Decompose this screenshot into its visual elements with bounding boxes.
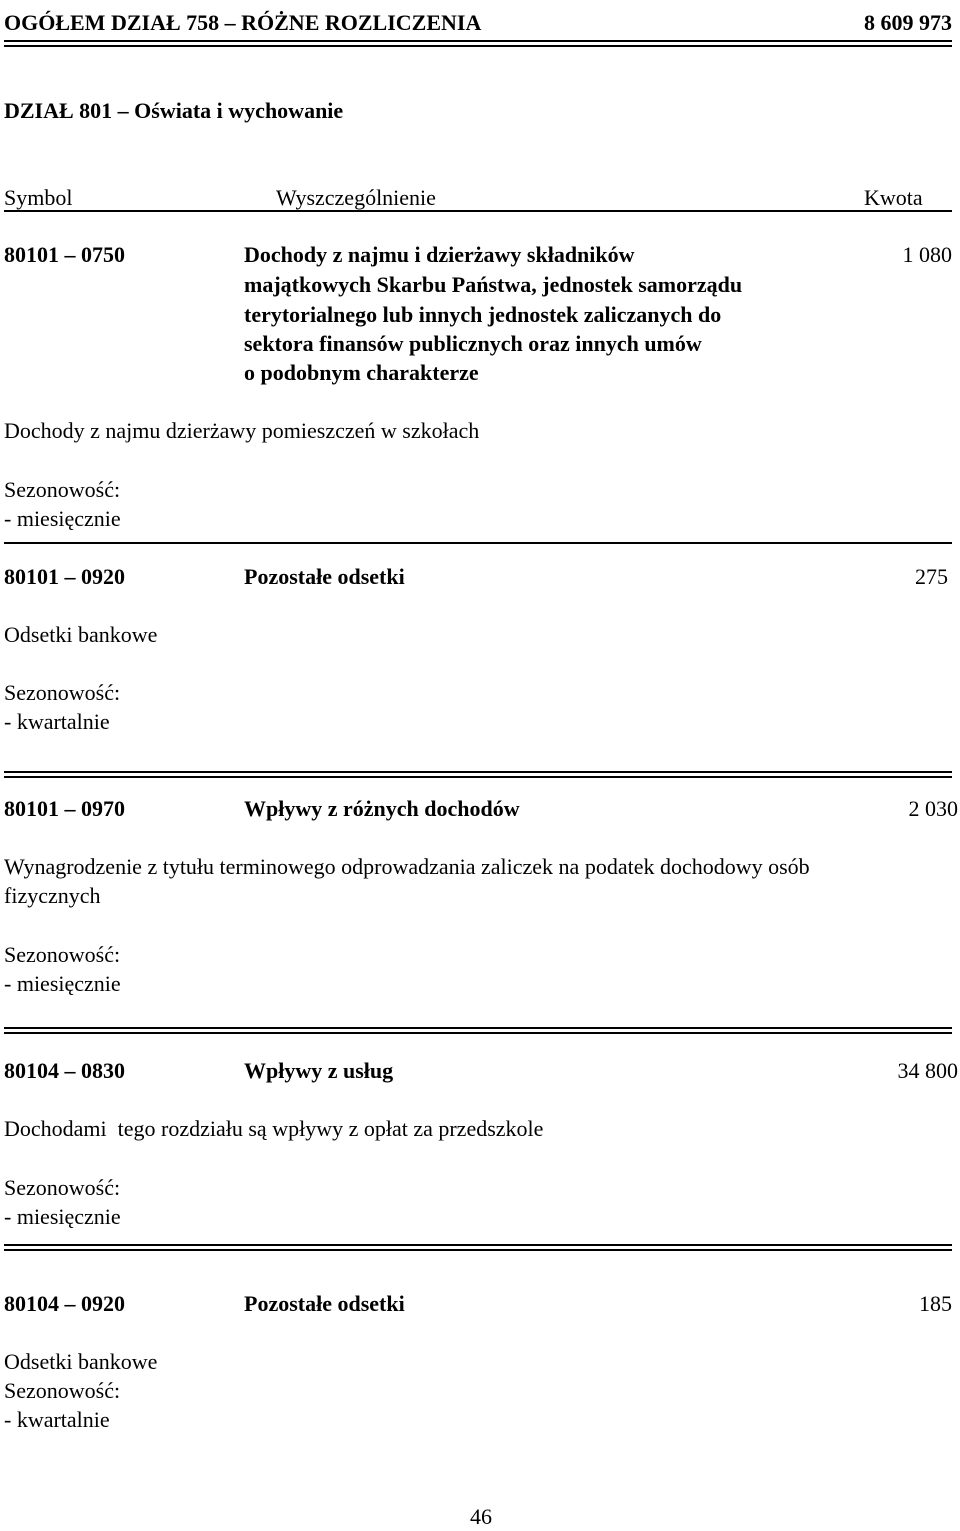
entry-symbol: 80104 – 0830 (4, 1058, 125, 1083)
entry-symbol: 80101 – 0750 (4, 242, 125, 267)
entry-name: Wpływy z różnych dochodów (244, 796, 520, 821)
entry-description-line: fizycznych (4, 883, 101, 908)
column-header-description: Wyszczególnienie (276, 185, 436, 210)
entry-separator (4, 542, 952, 544)
entry-symbol: 80101 – 0970 (4, 796, 125, 821)
header-rule (4, 40, 952, 47)
entry-separator (4, 1244, 952, 1251)
seasonality-value: - kwartalnie (4, 709, 110, 734)
entry-symbol: 80101 – 0920 (4, 564, 125, 589)
seasonality-label: Sezonowość: (4, 942, 121, 967)
entry-name: Wpływy z usług (244, 1058, 394, 1083)
seasonality-value: - miesięcznie (4, 1204, 121, 1229)
department-total-label: OGÓŁEM DZIAŁ 758 – RÓŻNE ROZLICZENIA (4, 10, 482, 35)
entry-separator (4, 1027, 952, 1034)
entry-name-line: o podobnym charakterze (244, 360, 479, 385)
entry-description: Odsetki bankowe (4, 1349, 158, 1374)
department-total-value: 8 609 973 (864, 10, 952, 35)
column-header-symbol: Symbol (4, 185, 73, 210)
entry-description: Dochodami tego rozdziału są wpływy z opłat za przedszkole (4, 1116, 544, 1141)
column-header-amount: Kwota (864, 185, 923, 210)
entry-separator (4, 771, 952, 778)
seasonality-value: - kwartalnie (4, 1407, 110, 1432)
column-header-underline (4, 210, 952, 212)
entry-amount: 1 080 (902, 242, 952, 267)
entry-amount: 275 (915, 564, 948, 589)
entry-name-line: sektora finansów publicznych oraz innych umów (244, 331, 702, 356)
seasonality-label: Sezonowość: (4, 1175, 121, 1200)
entry-description-line: Wynagrodzenie z tytułu terminowego odprowadzania zaliczek na podatek dochodowy osób (4, 854, 810, 879)
entry-symbol: 80104 – 0920 (4, 1291, 125, 1316)
entry-description: Dochody z najmu dzierżawy pomieszczeń w szkołach (4, 418, 480, 443)
entry-name: Pozostałe odsetki (244, 564, 405, 589)
page-number: 46 (470, 1504, 492, 1529)
entry-name-line: majątkowych Skarbu Państwa, jednostek samorządu (244, 272, 743, 297)
seasonality-label: Sezonowość: (4, 1378, 121, 1403)
entry-amount: 185 (919, 1291, 952, 1316)
seasonality-label: Sezonowość: (4, 477, 121, 502)
seasonality-label: Sezonowość: (4, 680, 121, 705)
entry-amount: 34 800 (897, 1058, 958, 1083)
entry-description: Odsetki bankowe (4, 622, 158, 647)
seasonality-value: - miesięcznie (4, 971, 121, 996)
seasonality-value: - miesięcznie (4, 506, 121, 531)
entry-name-line: Dochody z najmu i dzierżawy składników (244, 242, 635, 267)
entry-name: Pozostałe odsetki (244, 1291, 405, 1316)
section-title: DZIAŁ 801 – Oświata i wychowanie (4, 98, 344, 123)
entry-name-line: terytorialnego lub innych jednostek zaliczanych do (244, 302, 722, 327)
entry-amount: 2 030 (908, 796, 958, 821)
